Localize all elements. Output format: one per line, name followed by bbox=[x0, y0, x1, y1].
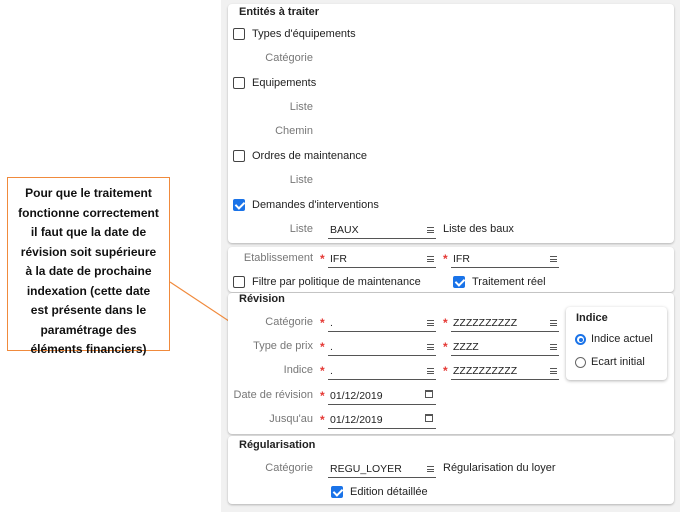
types-equipements-checkbox[interactable] bbox=[233, 28, 245, 40]
callout-line: il faut que la date de bbox=[30, 225, 147, 239]
regularisation-title: Régularisation bbox=[239, 439, 316, 451]
indice-actuel-label: Indice actuel bbox=[591, 333, 653, 345]
required-marker: * bbox=[443, 364, 448, 378]
traitement-reel-label: Traitement réel bbox=[472, 276, 546, 288]
ecart-initial-radio[interactable] bbox=[575, 357, 586, 368]
list-icon[interactable] bbox=[427, 466, 434, 472]
type-prix-to-input[interactable] bbox=[451, 340, 559, 356]
liste-value: BAUX bbox=[330, 224, 359, 236]
callout-line: paramétrage des bbox=[40, 322, 137, 337]
equipements-label: Equipements bbox=[252, 77, 317, 89]
categorie-from-input[interactable] bbox=[328, 316, 436, 332]
categorie-label: Catégorie bbox=[265, 316, 313, 328]
equipements-checkbox[interactable] bbox=[233, 77, 245, 89]
etablissement-to-input[interactable] bbox=[451, 252, 559, 268]
required-marker: * bbox=[320, 316, 325, 330]
calendar-icon[interactable] bbox=[425, 390, 433, 398]
etablissement-to-value: IFR bbox=[453, 253, 470, 265]
required-marker: * bbox=[320, 252, 325, 266]
chemin-label: Chemin bbox=[275, 125, 313, 137]
date-revision-label: Date de révision bbox=[233, 389, 313, 401]
list-icon[interactable] bbox=[427, 256, 434, 262]
callout-line: révision soit supérieure bbox=[20, 244, 157, 259]
liste-info: Liste des baux bbox=[443, 223, 514, 235]
type-prix-label: Type de prix bbox=[253, 340, 313, 352]
list-icon[interactable] bbox=[427, 227, 434, 233]
indice-box-title: Indice bbox=[576, 312, 608, 324]
type-prix-from-input[interactable] bbox=[328, 340, 436, 356]
filtre-politique-label: Filtre par politique de maintenance bbox=[252, 276, 421, 288]
list-icon[interactable] bbox=[427, 344, 434, 350]
indice-to-input[interactable] bbox=[451, 364, 559, 380]
categorie-from-value: . bbox=[330, 317, 333, 329]
edition-detaillee-checkbox[interactable] bbox=[331, 486, 343, 498]
required-marker: * bbox=[443, 252, 448, 266]
types-equipements-label: Types d'équipements bbox=[252, 28, 356, 40]
list-icon[interactable] bbox=[427, 368, 434, 374]
indice-from-value: . bbox=[330, 365, 333, 377]
liste-label: Liste bbox=[289, 223, 313, 235]
liste-label: Liste bbox=[289, 174, 313, 186]
required-marker: * bbox=[320, 389, 325, 403]
traitement-reel-checkbox[interactable] bbox=[453, 276, 465, 288]
liste-input[interactable] bbox=[328, 223, 436, 239]
callout-line: à la date de prochaine bbox=[25, 264, 152, 278]
regularisation-categorie-value: REGU_LOYER bbox=[330, 463, 402, 475]
jusqu-au-value: 01/12/2019 bbox=[330, 414, 383, 426]
demandes-interventions-label: Demandes d'interventions bbox=[252, 199, 379, 211]
list-icon[interactable] bbox=[550, 368, 557, 374]
etablissement-label: Etablissement bbox=[243, 252, 313, 264]
required-marker: * bbox=[320, 413, 325, 427]
type-prix-from-value: . bbox=[330, 341, 333, 353]
date-revision-input[interactable] bbox=[328, 389, 436, 405]
regularisation-categorie-info: Régularisation du loyer bbox=[443, 462, 556, 474]
list-icon[interactable] bbox=[550, 320, 557, 326]
liste-label: Liste bbox=[289, 101, 313, 113]
indice-actuel-radio[interactable] bbox=[575, 334, 586, 345]
list-icon[interactable] bbox=[550, 256, 557, 262]
callout-line: éléments financiers) bbox=[30, 342, 147, 356]
jusqu-au-input[interactable] bbox=[328, 413, 436, 429]
indice-label: Indice bbox=[283, 364, 313, 376]
ordres-maintenance-checkbox[interactable] bbox=[233, 150, 245, 162]
required-marker: * bbox=[320, 340, 325, 354]
etablissement-from-input[interactable] bbox=[328, 252, 436, 268]
jusqu-au-label: Jusqu'au bbox=[269, 413, 313, 425]
edition-detaillee-label: Edition détaillée bbox=[350, 486, 428, 498]
calendar-icon[interactable] bbox=[425, 414, 433, 422]
categorie-label: Catégorie bbox=[265, 462, 313, 474]
callout-line: est présente dans le bbox=[30, 303, 147, 317]
callout-line: fonctionne correctement bbox=[18, 205, 159, 220]
categorie-to-value: ZZZZZZZZZZ bbox=[453, 317, 518, 329]
callout-line: Pour que le traitement bbox=[25, 186, 152, 200]
ecart-initial-label: Ecart initial bbox=[591, 356, 645, 368]
required-marker: * bbox=[443, 316, 448, 330]
date-revision-value: 01/12/2019 bbox=[330, 390, 383, 402]
categorie-to-input[interactable] bbox=[451, 316, 559, 332]
filtre-politique-checkbox[interactable] bbox=[233, 276, 245, 288]
list-icon[interactable] bbox=[550, 344, 557, 350]
entites-title: Entités à traiter bbox=[239, 6, 320, 18]
required-marker: * bbox=[320, 364, 325, 378]
ordres-maintenance-label: Ordres de maintenance bbox=[252, 150, 367, 162]
list-icon[interactable] bbox=[427, 320, 434, 326]
regularisation-categorie-input[interactable] bbox=[328, 462, 436, 478]
callout-line: indexation (cette date bbox=[26, 283, 151, 298]
required-marker: * bbox=[443, 340, 448, 354]
indice-from-input[interactable] bbox=[328, 364, 436, 380]
demandes-interventions-checkbox[interactable] bbox=[233, 199, 245, 211]
type-prix-to-value: ZZZZ bbox=[453, 341, 479, 353]
indice-to-value: ZZZZZZZZZZ bbox=[453, 365, 518, 377]
categorie-label: Catégorie bbox=[265, 52, 313, 64]
etablissement-from-value: IFR bbox=[330, 253, 347, 265]
revision-title: Révision bbox=[239, 293, 285, 305]
